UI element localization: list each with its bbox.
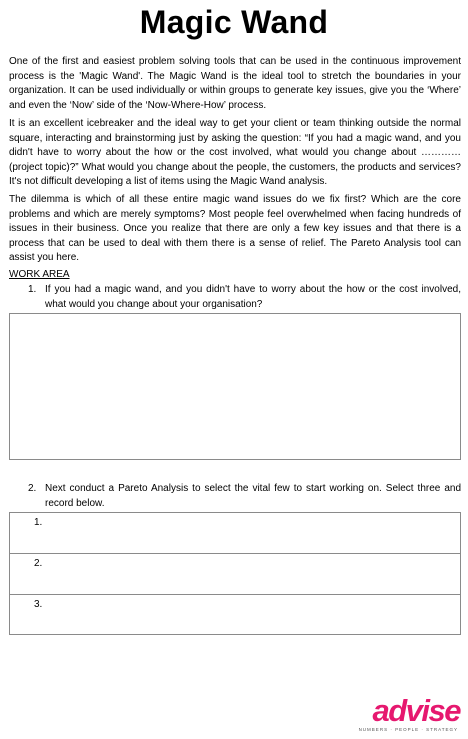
vital-few-row[interactable] bbox=[10, 554, 460, 595]
page-title: Magic Wand bbox=[139, 4, 329, 40]
work-area-heading: WORK AREA bbox=[9, 269, 70, 280]
vital-few-row[interactable] bbox=[10, 595, 460, 634]
dilemma-paragraph: The dilemma is which of all these entire magic wand issues do we fix first? Which are the core problems and which are merely symptoms? Most people feel overwhelmed when facing hundreds of issues in their business. Once you realize that there are only a few key issues and that there is a process that can be used to deal with them there is a sense of relief. The Pareto Analysis tool can assist you here. bbox=[9, 194, 461, 264]
intro-paragraph: One of the first and easiest problem solving tools that can be used in the continuous improvement process is the 'Magic Wand'. The Magic Wand is the ideal tool to stretch the boundaries in your organization. It can be used individually or within groups to generate key issues, give you the ‘Where’ and even the ‘Now’ side of the ‘Now-Where-How’ process. bbox=[9, 56, 461, 111]
answer-box-1[interactable] bbox=[9, 313, 461, 460]
vital-few-table bbox=[9, 512, 461, 635]
question-2-text: Next conduct a Pareto Analysis to select the vital few to start working on. Select three and record below. bbox=[45, 483, 461, 509]
advise-logo bbox=[352, 694, 460, 734]
row-number: 3. bbox=[34, 599, 43, 610]
logo-tagline: NUMBERS · PEOPLE · STRATEGY bbox=[358, 727, 458, 732]
question-1-number: 1. bbox=[28, 284, 37, 295]
question-2-number: 2. bbox=[28, 483, 37, 494]
logo-wordmark: advise bbox=[372, 693, 460, 728]
row-number: 1. bbox=[34, 517, 43, 528]
question-1-text: If you had a magic wand, and you didn't have to worry about the how or the cost involved, what would you change about your organisation? bbox=[45, 284, 461, 310]
icebreaker-paragraph: It is an excellent icebreaker and the ideal way to get your client or team thinking outside the normal square, interacting and brainstorming just by asking the question: “If you had a magic wand, and you didn't have to worry about the how or the cost involved, what would you change about …………(project topic)?” What would you change about the people, the customers, the products and services? It's not difficult developing a list of items using the Magic Wand analysis. bbox=[9, 118, 461, 188]
vital-few-row[interactable] bbox=[10, 513, 460, 554]
row-number: 2. bbox=[34, 558, 43, 569]
